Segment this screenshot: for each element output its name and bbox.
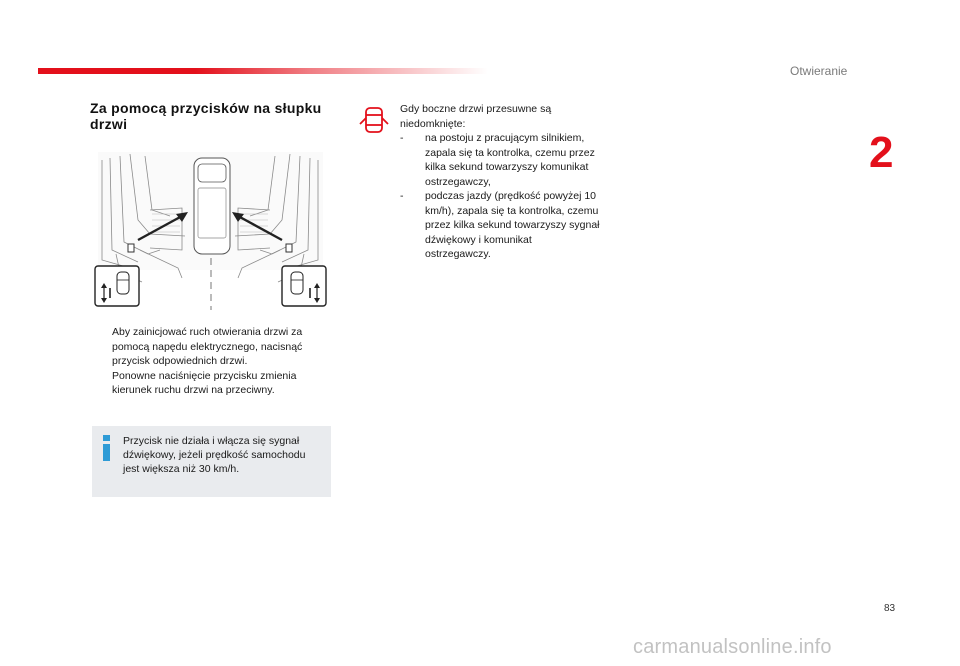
section-heading: Za pomocą przycisków na słupku drzwi — [90, 100, 322, 132]
warning-description — [400, 102, 600, 262]
warning-item — [400, 189, 600, 262]
instruction-item — [92, 369, 332, 398]
instruction-text: Ponowne naciśnięcie przycisku zmienia kierunek ruchu drzwi na przeciwny. — [112, 369, 297, 396]
warning-intro: Gdy boczne drzwi przesuwne są niedomknięte: — [400, 103, 552, 130]
instruction-item — [92, 325, 332, 369]
instruction-list — [92, 325, 332, 398]
info-box — [92, 426, 331, 497]
dash-marker: - — [400, 132, 404, 144]
warning-item — [400, 131, 600, 189]
warning-item-text: na postoju z pracującym silnikiem, zapala się ta kontrolka, czemu przez kilka sekund towarzyszy komunikat ostrzegawczy, — [425, 132, 595, 188]
dash-marker: - — [400, 190, 404, 202]
info-text: Przycisk nie działa i włącza się sygnał dźwiękowy, jeżeli prędkość samochodu jest większa niż 30 km/h. — [123, 435, 306, 475]
van-doors-diagram — [90, 150, 330, 310]
chapter-number: 2 — [869, 128, 894, 177]
chapter-title: Otwieranie — [790, 64, 848, 78]
watermark: carmanualsonline.info — [633, 636, 832, 658]
instruction-text: Aby zainicjować ruch otwierania drzwi za pomocą napędu elektrycznego, nacisnąć przycisk odpowiednich drzwi. — [112, 326, 303, 367]
info-icon — [100, 434, 114, 462]
warning-item-text: podczas jazdy (prędkość powyżej 10 km/h), zapala się ta kontrolka, czemu przez kilka sekund towarzyszy sygnał dźwiękowy i komunikat ostrzegawczy. — [425, 190, 600, 260]
door-button-illustration — [90, 150, 330, 310]
page-number: 83 — [884, 603, 896, 614]
door-open-warning-icon — [358, 103, 390, 137]
header-accent-bar — [38, 68, 488, 74]
